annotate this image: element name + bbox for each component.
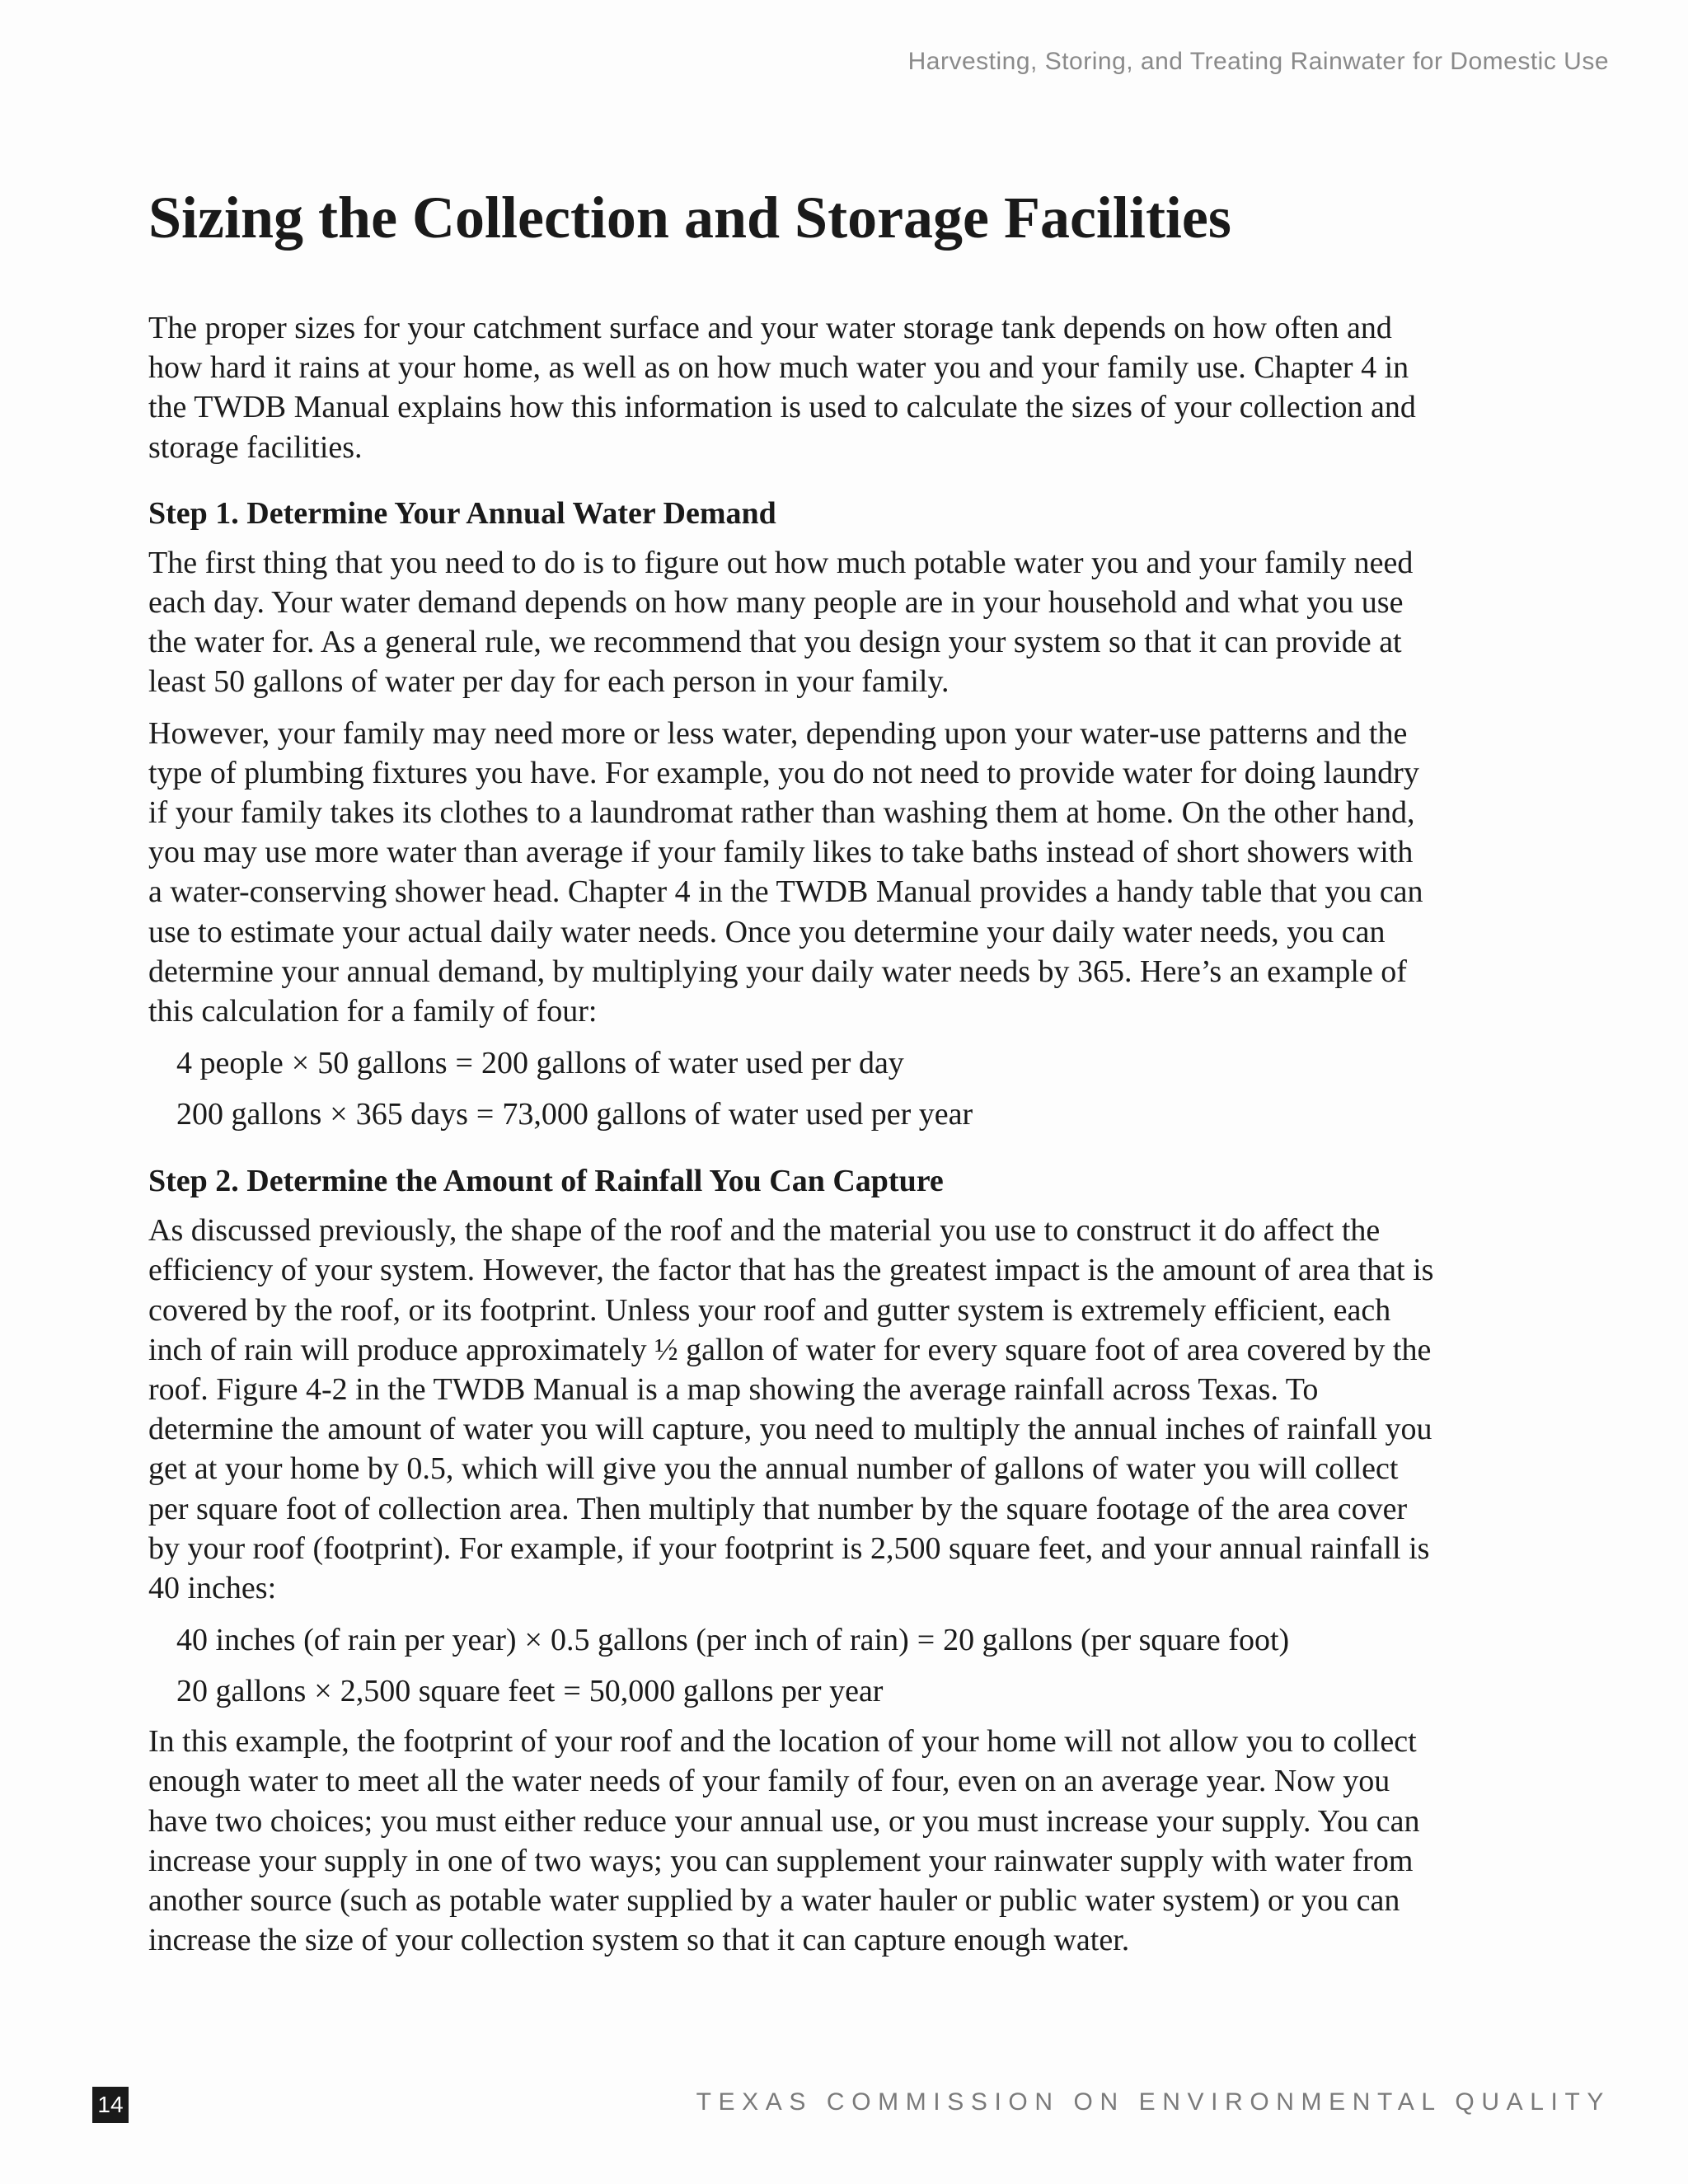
calc-operand: 20 gallons [176,1674,307,1709]
multiply-sign: × [291,1046,310,1081]
equals-sign: = [563,1674,581,1709]
calc-operand: 200 gallons [176,1097,322,1132]
calc-operand: 40 inches (of rain per year) [176,1623,517,1658]
step1-calculation-1 [176,1043,1434,1084]
calc-result: 20 gallons (per square foot) [943,1623,1290,1658]
running-header: Harvesting, Storing, and Treating Rainwater for Domestic Use [907,48,1609,75]
step1-paragraph-1: The first thing that you need to do is to figure out how much potable water you and your family need each day. Your water demand depends on how many people are in your household and what you use the water for. As a general rule, we recommend that you design your system so that it can provide at least 50 gallons of water per day for each person in your family. [148,545,1414,700]
step2-closing-paragraph: In this example, the footprint of your roof and the location of your home will not allow you to collect enough water to meet all the water needs of your family of four, even on an average year. Now you have two choices; you must either reduce your annual use, or you must increase your supply. You can increase your supply in one of two ways; you can supplement your rainwater supply with water from another source (such as potable water supplied by a water hauler or public water system) or you can increase the size of your collection system so that it can capture enough water. [148,1724,1420,1958]
body-text [148,308,1434,1972]
calc-operand: 4 people [176,1046,284,1081]
calc-operand: 0.5 gallons (per inch of rain) [550,1623,909,1658]
equals-sign: = [455,1046,473,1081]
equals-sign: = [476,1097,495,1132]
calc-result: 200 gallons of water used per day [481,1046,904,1081]
step1-paragraph-2: However, your family may need more or less water, depending upon your water-use patterns and the type of plumbing fixtures you have. For example, you do not need to provide water for doing laundry if your family takes its clothes to a laundromat rather than washing them at home. On the other hand, you may use more water than average if your family likes to take baths instead of short showers with a water-conserving shower head. Chapter 4 in the TWDB Manual provides a handy table that you can use to estimate your actual daily water needs. Once you determine your daily water needs, you can determine your annual demand, by multiplying your daily water needs by 365. Here’s an example of this calculation for a family of four: [148,715,1423,1029]
multiply-sign: × [524,1623,542,1658]
calc-operand: 2,500 square feet [340,1674,556,1709]
multiply-sign: × [314,1674,332,1709]
calc-operand: 50 gallons [317,1046,448,1081]
step2-paragraph: As discussed previously, the shape of the roof and the material you use to construct it do affect the efficiency of your system. However, the factor that has the greatest impact is the amount of area that is covered by the roof, or its footprint. Unless your roof and gutter system is extremely efficient, each inch of rain will produce approximately ½ gallon of water for every square foot of area covered by the roof. Figure 4-2 in the TWDB Manual is a map showing the average rainfall across Texas. To determine the amount of water you will capture, you need to multiply the annual inches of rainfall you get at your home by 0.5, which will give you the annual number of gallons of water you will collect per square foot of collection area. Then multiply that number by the square footage of the area cover by your roof (footprint). For example, if your footprint is 2,500 square feet, and your annual rainfall is 40 inches: [148,1213,1434,1606]
calc-result: 50,000 gallons per year [588,1674,884,1709]
calc-result: 73,000 gallons of water used per year [502,1097,973,1132]
step1-heading: Step 1. Determine Your Annual Water Demand [148,495,776,531]
step1-calculation-2 [176,1094,1434,1135]
calc-operand: 365 days [355,1097,468,1132]
multiply-sign: × [330,1097,348,1132]
page-title: Sizing the Collection and Storage Facilities [148,185,1231,251]
page-number: 14 [92,2087,129,2123]
step2-calculation-1 [176,1619,1434,1661]
step2-heading: Step 2. Determine the Amount of Rainfall You Can Capture [148,1164,944,1199]
footer-organization: TEXAS COMMISSION ON ENVIRONMENTAL QUALITY [696,2088,1611,2116]
equals-sign: = [917,1623,935,1658]
step2-calculation-2 [176,1671,1434,1712]
intro-paragraph: The proper sizes for your catchment surface and your water storage tank depends on how often and how hard it rains at your home, as well as on how much water you and your family use. Chapter 4 in the TWDB Manual explains how this information is used to calculate the sizes of your collection and storage facilities. [148,311,1416,465]
